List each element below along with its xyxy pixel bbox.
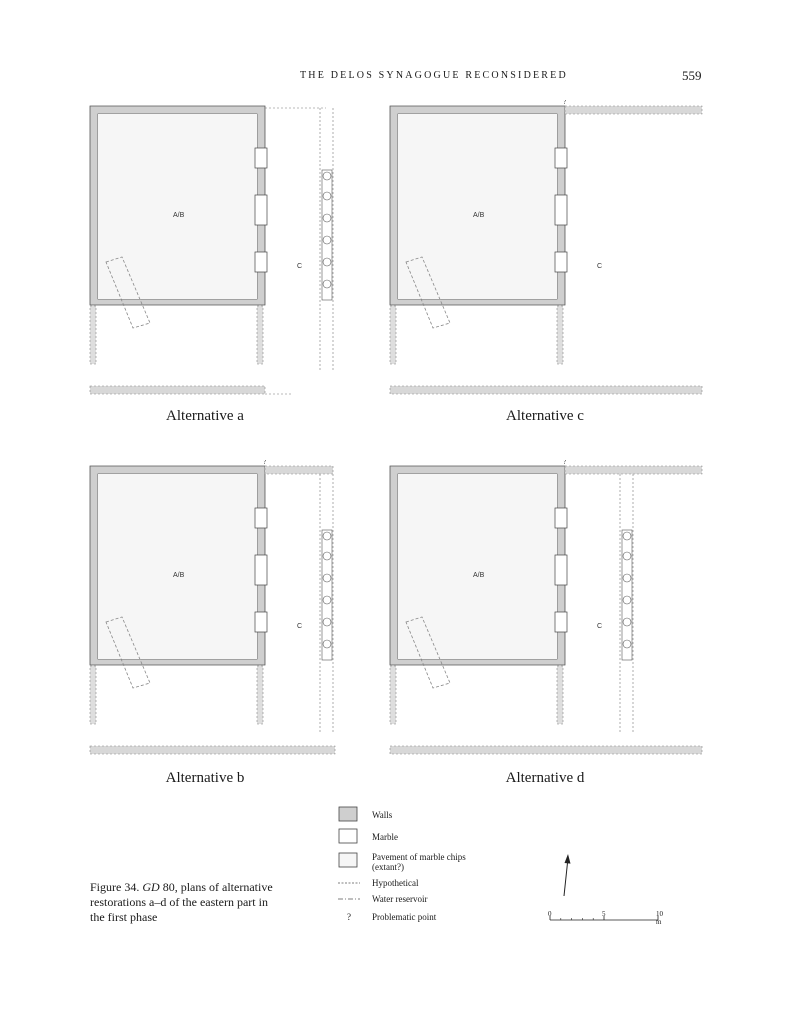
- figure-caption: [90, 880, 280, 925]
- room-label-ab: A/B: [173, 572, 185, 579]
- legend-label-pavement: Pavement of marble chips: [372, 852, 466, 862]
- room-label-c: C: [597, 263, 603, 270]
- walls-swatch: [338, 806, 360, 822]
- page-number: 559: [682, 68, 702, 83]
- scale-label-5: 5: [602, 910, 606, 918]
- room-label-ab: A/B: [473, 212, 485, 219]
- room-label-c: C: [297, 263, 303, 270]
- scale-label-0: 0: [548, 910, 552, 918]
- marble-swatch: [338, 828, 360, 844]
- hypothetical-line-symbol: [338, 878, 360, 888]
- legend-item-water-reservoir: [338, 894, 428, 904]
- room-label-c: C: [297, 623, 303, 630]
- water-reservoir-line-symbol: [338, 894, 360, 904]
- figure-caption-text: 80, plans of alternative restorations a–d of the eastern part in the first phase: [90, 880, 273, 924]
- figure-caption-ref: GD: [142, 880, 160, 894]
- north-arrow-and-scale: [540, 850, 670, 930]
- plan-caption-b: Alternative b: [165, 770, 245, 786]
- plan-alternative-b: [88, 460, 338, 760]
- legend-label-water-reservoir: Water reservoir: [372, 894, 428, 904]
- plan-alternative-d: [388, 460, 708, 760]
- legend-label-pavement-extant: (extant?): [372, 862, 404, 872]
- plan-caption-a: Alternative a: [166, 408, 244, 424]
- legend-item-problematic: [338, 912, 436, 922]
- room-label-ab: A/B: [473, 572, 485, 579]
- scale-label-10: 10 m: [656, 910, 663, 926]
- problematic-point-mark: ?: [263, 460, 267, 466]
- plan-alternative-c: [388, 100, 708, 400]
- problematic-point-mark: ?: [563, 460, 567, 466]
- legend-item-marble: [338, 828, 398, 844]
- problematic-point-symbol: ?: [347, 912, 351, 922]
- legend-label-marble: Marble: [372, 832, 398, 842]
- north-arrow-icon: [565, 854, 571, 864]
- plan-alternative-a: [88, 100, 338, 400]
- legend-item-walls: [338, 806, 392, 822]
- problematic-point-mark: ?: [563, 100, 567, 106]
- legend-label-walls: Walls: [372, 810, 393, 820]
- pavement-swatch: [338, 850, 360, 870]
- figure-caption-prefix: Figure 34.: [90, 880, 143, 894]
- legend-label-hypothetical: Hypothetical: [372, 878, 419, 888]
- room-label-c: C: [597, 623, 603, 630]
- plan-caption-c: Alternative c: [506, 408, 584, 424]
- room-label-ab: A/B: [173, 212, 185, 219]
- legend-label-problematic: Problematic point: [372, 912, 437, 922]
- plan-caption-d: Alternative d: [505, 770, 585, 786]
- legend-item-hypothetical: [338, 878, 419, 888]
- running-title: THE DELOS SYNAGOGUE RECONSIDERED: [300, 70, 568, 81]
- legend-item-pavement: [338, 850, 466, 872]
- scale-bar: [540, 850, 670, 934]
